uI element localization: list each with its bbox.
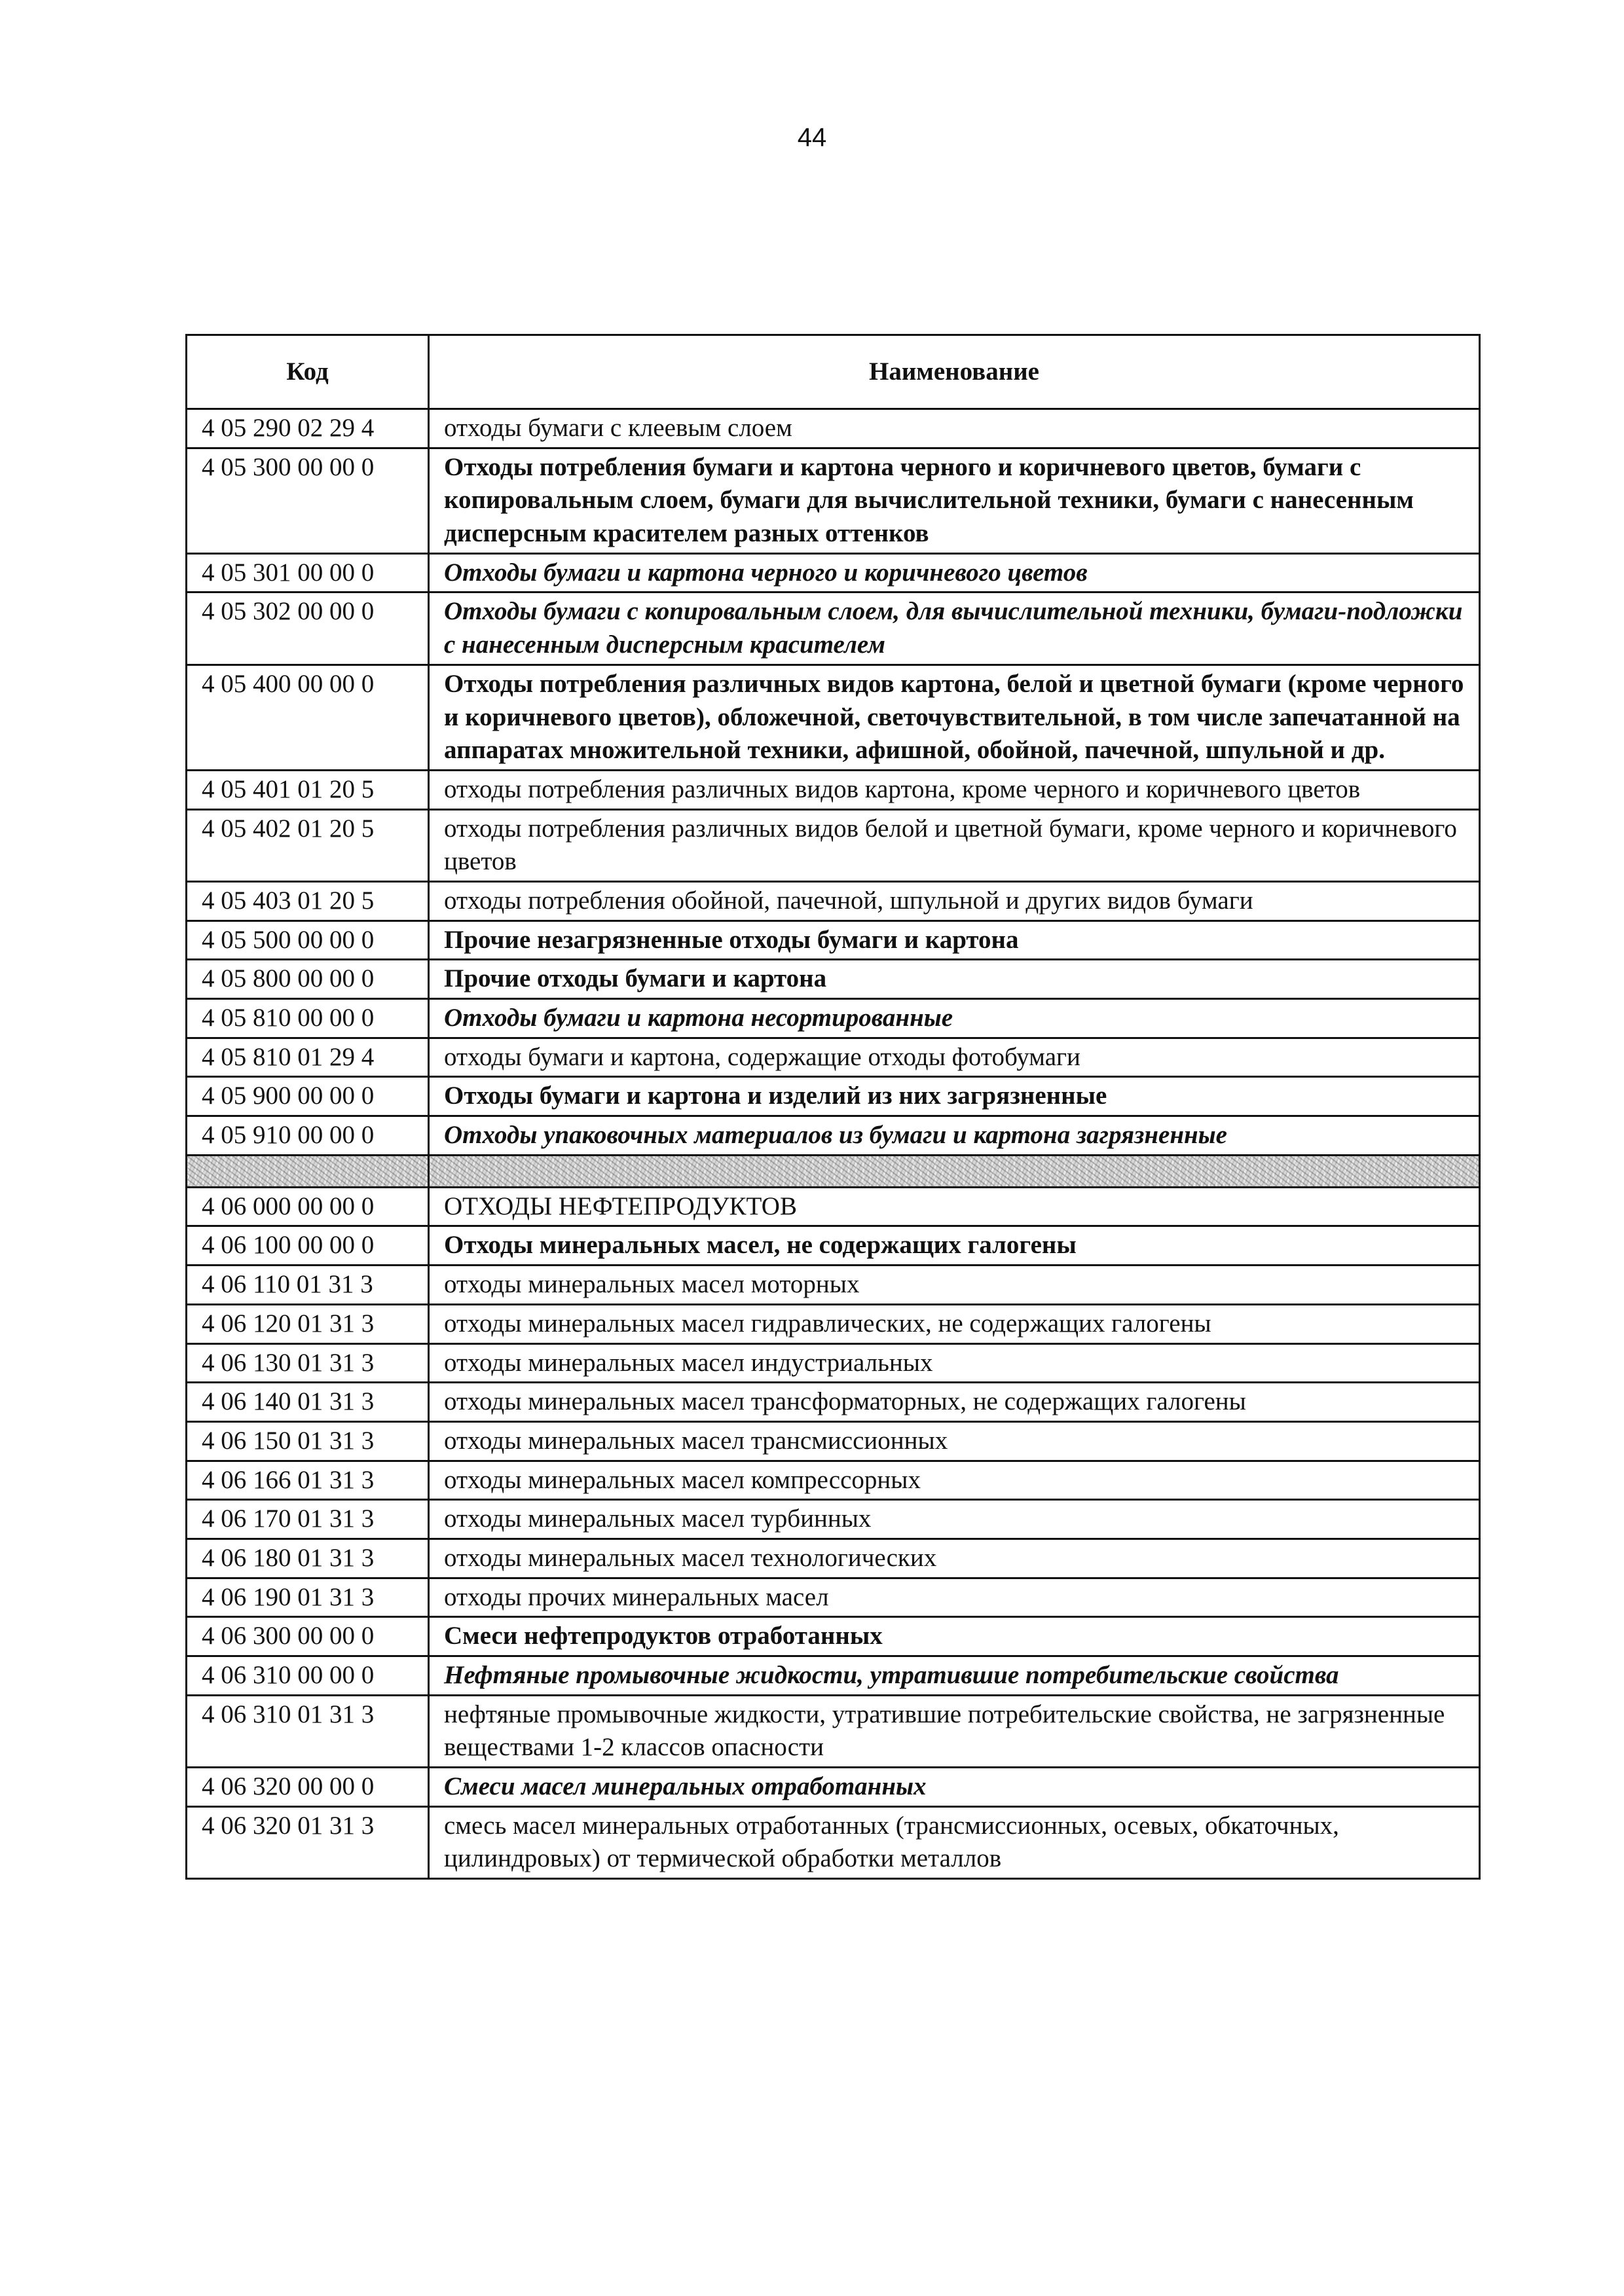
waste-classification-table [185, 334, 1481, 1880]
row-name: Отходы бумаги и картона несортированные [429, 999, 1480, 1038]
row-code: 4 05 302 00 00 0 [187, 592, 429, 665]
row-name: отходы прочих минеральных масел [429, 1578, 1480, 1617]
table-row [187, 448, 1480, 553]
row-code: 4 06 190 01 31 3 [187, 1578, 429, 1617]
row-code: 4 05 403 01 20 5 [187, 881, 429, 920]
row-code: 4 05 301 00 00 0 [187, 553, 429, 592]
table-row [187, 1461, 1480, 1500]
table-row [187, 1116, 1480, 1156]
row-code: 4 06 180 01 31 3 [187, 1539, 429, 1578]
scan-gap-row [187, 1155, 1480, 1187]
row-code: 4 05 500 00 00 0 [187, 920, 429, 960]
table-row [187, 1695, 1480, 1767]
row-code: 4 05 290 02 29 4 [187, 409, 429, 448]
row-code: 4 05 810 00 00 0 [187, 999, 429, 1038]
row-code: 4 05 800 00 00 0 [187, 960, 429, 999]
table-row [187, 553, 1480, 592]
table-row [187, 999, 1480, 1038]
row-code: 4 05 900 00 00 0 [187, 1077, 429, 1116]
table-row [187, 920, 1480, 960]
row-name: отходы минеральных масел трансформаторных, не содержащих галогены [429, 1383, 1480, 1422]
row-name: Прочие отходы бумаги и картона [429, 960, 1480, 999]
row-code: 4 05 401 01 20 5 [187, 770, 429, 809]
table-row [187, 1077, 1480, 1116]
table-row [187, 1187, 1480, 1226]
row-name: Смеси нефтепродуктов отработанных [429, 1617, 1480, 1656]
table-row [187, 409, 1480, 448]
row-code: 4 06 320 00 00 0 [187, 1768, 429, 1807]
row-code: 4 05 910 00 00 0 [187, 1116, 429, 1156]
table-row [187, 809, 1480, 881]
row-code: 4 05 402 01 20 5 [187, 809, 429, 881]
row-name: отходы минеральных масел индустриальных [429, 1343, 1480, 1383]
row-code: 4 06 120 01 31 3 [187, 1304, 429, 1343]
row-name: отходы бумаги и картона, содержащие отходы фотобумаги [429, 1038, 1480, 1077]
row-code: 4 06 150 01 31 3 [187, 1421, 429, 1461]
row-code: 4 06 130 01 31 3 [187, 1343, 429, 1383]
row-name: отходы минеральных масел трансмиссионных [429, 1421, 1480, 1461]
row-name: отходы минеральных масел моторных [429, 1266, 1480, 1305]
row-code: 4 06 110 01 31 3 [187, 1266, 429, 1305]
table-row [187, 1421, 1480, 1461]
table-row [187, 1539, 1480, 1578]
row-name: смесь масел минеральных отработанных (трансмиссионных, осевых, обкаточных, цилиндровых) от термической обработки металлов [429, 1806, 1480, 1878]
table-row [187, 881, 1480, 920]
table-header [187, 335, 1480, 409]
header-name: Наименование [429, 335, 1480, 409]
row-code: 4 06 310 00 00 0 [187, 1656, 429, 1696]
row-code: 4 06 000 00 00 0 [187, 1187, 429, 1226]
row-name: Отходы минеральных масел, не содержащих галогены [429, 1226, 1480, 1266]
row-name: отходы минеральных масел гидравлических, не содержащих галогены [429, 1304, 1480, 1343]
row-name: Отходы бумаги и картона и изделий из них загрязненные [429, 1077, 1480, 1116]
header-row [187, 335, 1480, 409]
row-name: отходы потребления обойной, пачечной, шпульной и других видов бумаги [429, 881, 1480, 920]
row-name: Отходы бумаги с копировальным слоем, для вычислительной техники, бумаги-подложки с нанесенным дисперсным красителем [429, 592, 1480, 665]
row-name: Нефтяные промывочные жидкости, утратившие потребительские свойства [429, 1656, 1480, 1696]
row-code: 4 06 320 01 31 3 [187, 1806, 429, 1878]
row-name [429, 1155, 1480, 1187]
row-code: 4 06 166 01 31 3 [187, 1461, 429, 1500]
table-row [187, 592, 1480, 665]
row-name: Отходы упаковочных материалов из бумаги и картона загрязненные [429, 1116, 1480, 1156]
table-row [187, 1343, 1480, 1383]
table-row [187, 1656, 1480, 1696]
table-body [187, 409, 1480, 1879]
table-row [187, 1578, 1480, 1617]
row-code: 4 06 170 01 31 3 [187, 1500, 429, 1539]
row-name: отходы потребления различных видов белой и цветной бумаги, кроме черного и коричневого цветов [429, 809, 1480, 881]
table-row [187, 1226, 1480, 1266]
row-name: ОТХОДЫ НЕФТЕПРОДУКТОВ [429, 1187, 1480, 1226]
table-row [187, 1500, 1480, 1539]
table-row [187, 1806, 1480, 1878]
row-name: отходы минеральных масел технологических [429, 1539, 1480, 1578]
table-row [187, 665, 1480, 770]
row-code: 4 06 300 00 00 0 [187, 1617, 429, 1656]
row-code: 4 05 300 00 00 0 [187, 448, 429, 553]
row-name: отходы минеральных масел компрессорных [429, 1461, 1480, 1500]
table-row [187, 1768, 1480, 1807]
row-name: отходы бумаги с клеевым слоем [429, 409, 1480, 448]
row-name: Отходы потребления различных видов картона, белой и цветной бумаги (кроме черного и коричневого цветов), обложечной, светочувствительной, в том числе запечатанной на аппаратах множительной техники, афишной, обойной, пачечной, шпульной и др. [429, 665, 1480, 770]
row-name: нефтяные промывочные жидкости, утратившие потребительские свойства, не загрязненные веществами 1-2 классов опасности [429, 1695, 1480, 1767]
row-name: Прочие незагрязненные отходы бумаги и картона [429, 920, 1480, 960]
table-row [187, 1038, 1480, 1077]
row-name: Отходы потребления бумаги и картона черного и коричневого цветов, бумаги с копировальным слоем, бумаги для вычислительной техники, бумаги с нанесенным дисперсным красителем разных оттенков [429, 448, 1480, 553]
row-name: отходы потребления различных видов картона, кроме черного и коричневого цветов [429, 770, 1480, 809]
row-name: отходы минеральных масел турбинных [429, 1500, 1480, 1539]
row-code: 4 06 140 01 31 3 [187, 1383, 429, 1422]
row-code [187, 1155, 429, 1187]
table-row [187, 1266, 1480, 1305]
table-row [187, 1304, 1480, 1343]
row-code: 4 05 810 01 29 4 [187, 1038, 429, 1077]
table-row [187, 1383, 1480, 1422]
row-name: Отходы бумаги и картона черного и коричневого цветов [429, 553, 1480, 592]
row-code: 4 06 100 00 00 0 [187, 1226, 429, 1266]
table-row [187, 1617, 1480, 1656]
table-row [187, 960, 1480, 999]
table-row [187, 770, 1480, 809]
header-code: Код [187, 335, 429, 409]
row-code: 4 05 400 00 00 0 [187, 665, 429, 770]
row-name: Смеси масел минеральных отработанных [429, 1768, 1480, 1807]
row-code: 4 06 310 01 31 3 [187, 1695, 429, 1767]
page-number: 44 [797, 123, 827, 152]
